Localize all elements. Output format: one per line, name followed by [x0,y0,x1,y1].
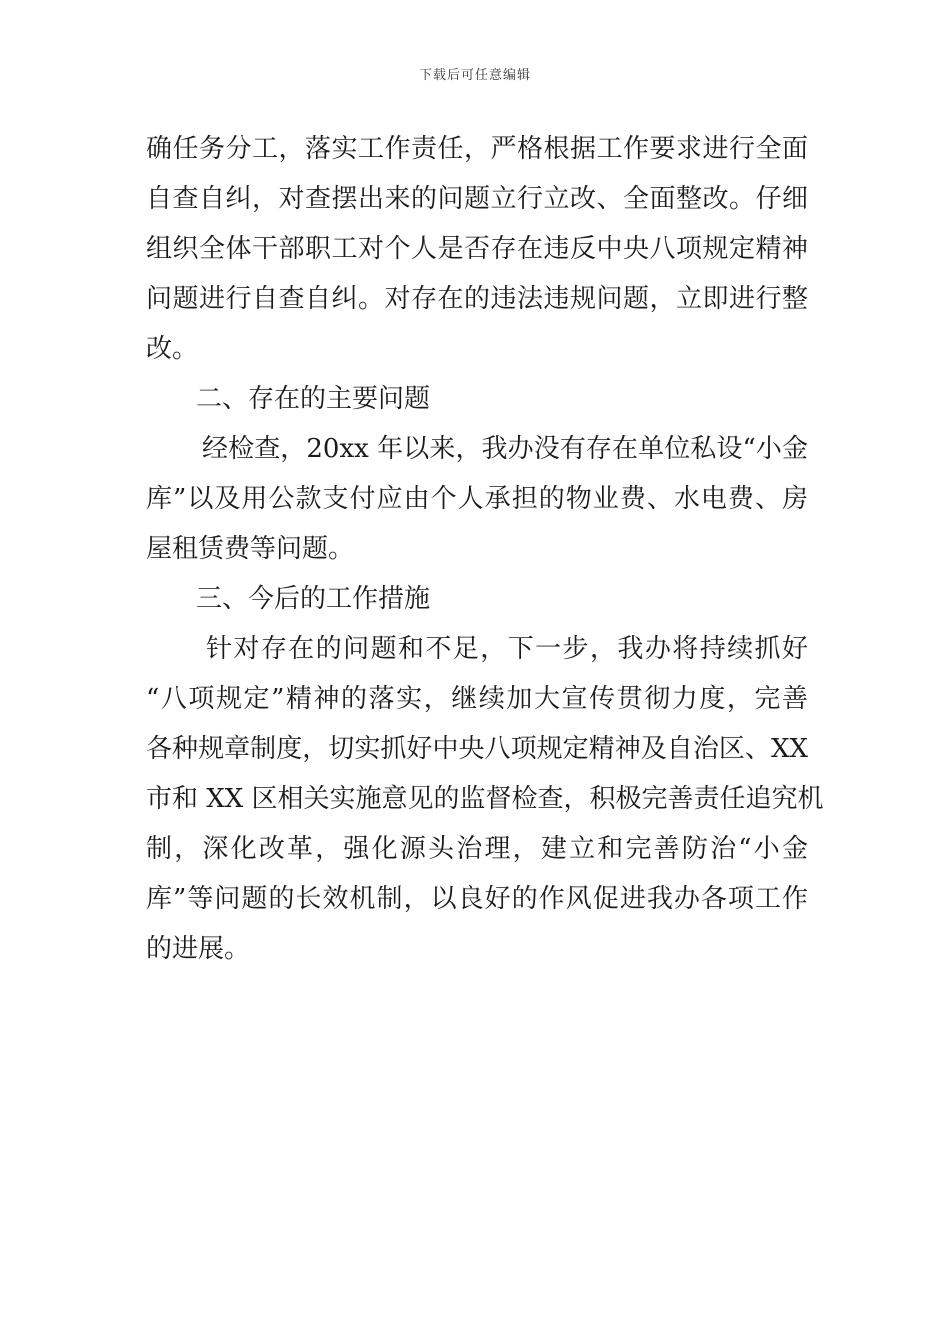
paragraph-line: 问题进行自查自纠。对存在的违法违规问题，立即进行整 [146,284,808,314]
paragraph-line: 经检查，20xx 年以来，我办没有存在单位私设“小金 [202,434,808,464]
page-header-note: 下载后可任意编辑 [418,68,531,83]
paragraph-line: 各种规章制度，切实抓好中央八项规定精神及自治区、XX [146,734,808,764]
paragraph-line: 库”等问题的长效机制，以良好的作风促进我办各项工作 [146,884,808,914]
paragraph-line: 屋租赁费等问题。 [146,534,355,564]
document-body [146,124,824,974]
paragraph-inspection-result [146,424,808,574]
paragraph-line: 组织全体干部职工对个人是否存在违反中央八项规定精神 [146,234,808,264]
paragraph-line: 制，深化改革，强化源头治理，建立和完善防治“小金 [146,834,808,864]
paragraph-line: 市和 XX 区相关实施意见的监督检查，积极完善责任追究机 [146,784,824,814]
paragraph-line: 针对存在的问题和不足，下一步，我办将持续抓好 [206,634,808,664]
section-heading-main-problems: 二、存在的主要问题 [196,384,431,414]
paragraph-task-division [146,124,808,374]
paragraph-line: “八项规定”精神的落实，继续加大宣传贯彻力度，完善 [146,684,808,714]
paragraph-line: 改。 [146,334,199,364]
section-heading-future-measures: 三、今后的工作措施 [196,584,431,614]
paragraph-line: 自查自纠，对查摆出来的问题立行立改、全面整改。仔细 [146,184,808,214]
paragraph-line: 库”以及用公款支付应由个人承担的物业费、水电费、房 [146,484,808,514]
paragraph-line: 的进展。 [146,934,251,964]
paragraph-line: 确任务分工，落实工作责任，严格根据工作要求进行全面 [146,134,808,164]
paragraph-future-measures [146,624,824,974]
